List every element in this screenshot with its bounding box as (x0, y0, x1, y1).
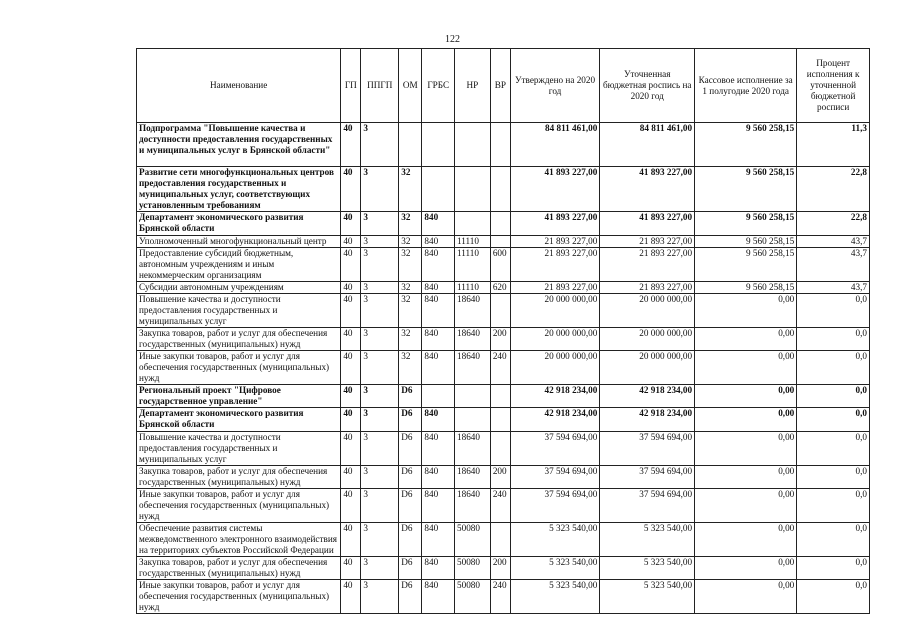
cell-percent: 43,7 (797, 248, 870, 282)
cell-name: Предоставление субсидий бюджетным, автономным учреждениям и иным некоммерческим организациям (137, 248, 341, 282)
cell-vr: 240 (490, 580, 510, 614)
cell-om: D6 (399, 523, 422, 557)
table-row (137, 123, 870, 167)
cell-vr: 620 (490, 282, 510, 294)
cell-cash: 0,00 (695, 557, 797, 580)
header-nr: НР (455, 49, 491, 123)
cell-approved: 20 000 000,00 (510, 294, 600, 328)
table-row (137, 282, 870, 294)
cell-approved: 21 893 227,00 (510, 248, 600, 282)
cell-adjusted: 37 594 694,00 (600, 489, 695, 523)
cell-percent: 43,7 (797, 282, 870, 294)
cell-approved: 42 918 234,00 (510, 408, 600, 432)
cell-gp: 40 (341, 351, 361, 385)
cell-nr: 18640 (455, 294, 491, 328)
cell-gp: 40 (341, 236, 361, 248)
cell-approved: 5 323 540,00 (510, 557, 600, 580)
table-header-row (137, 49, 870, 123)
cell-ppgp: 3 (361, 123, 399, 167)
table-row (137, 385, 870, 408)
cell-adjusted: 37 594 694,00 (600, 466, 695, 489)
cell-gp: 40 (341, 248, 361, 282)
cell-ppgp: 3 (361, 167, 399, 212)
cell-nr (455, 385, 491, 408)
table-row (137, 236, 870, 248)
cell-approved: 5 323 540,00 (510, 580, 600, 614)
cell-nr: 18640 (455, 432, 491, 466)
cell-grbs: 840 (422, 580, 455, 614)
cell-adjusted: 20 000 000,00 (600, 351, 695, 385)
header-approved: Утверждено на 2020 год (510, 49, 600, 123)
cell-gp: 40 (341, 489, 361, 523)
cell-percent: 0,0 (797, 408, 870, 432)
cell-adjusted: 20 000 000,00 (600, 294, 695, 328)
header-percent: Процент исполнения к уточненной бюджетной росписи (797, 49, 870, 123)
cell-nr (455, 408, 491, 432)
cell-ppgp: 3 (361, 466, 399, 489)
cell-approved: 21 893 227,00 (510, 236, 600, 248)
cell-cash: 0,00 (695, 408, 797, 432)
header-cash: Кассовое исполнение за 1 полугодие 2020 года (695, 49, 797, 123)
cell-nr: 18640 (455, 351, 491, 385)
cell-cash: 9 560 258,15 (695, 236, 797, 248)
cell-nr: 50080 (455, 523, 491, 557)
cell-vr: 240 (490, 489, 510, 523)
cell-approved: 42 918 234,00 (510, 385, 600, 408)
cell-ppgp: 3 (361, 212, 399, 236)
cell-om: 32 (399, 236, 422, 248)
cell-cash: 0,00 (695, 328, 797, 351)
cell-om: 32 (399, 167, 422, 212)
header-gp: ГП (341, 49, 361, 123)
cell-percent: 0,0 (797, 385, 870, 408)
header-grbs: ГРБС (422, 49, 455, 123)
cell-adjusted: 41 893 227,00 (600, 167, 695, 212)
cell-nr: 11110 (455, 248, 491, 282)
cell-vr: 200 (490, 557, 510, 580)
cell-grbs (422, 167, 455, 212)
cell-nr: 18640 (455, 466, 491, 489)
cell-percent: 22,8 (797, 167, 870, 212)
cell-gp: 40 (341, 557, 361, 580)
cell-cash: 0,00 (695, 294, 797, 328)
cell-vr (490, 385, 510, 408)
cell-name: Повышение качества и доступности предоставления государственных и муниципальных услуг (137, 294, 341, 328)
cell-nr: 11110 (455, 236, 491, 248)
cell-percent: 0,0 (797, 489, 870, 523)
cell-ppgp: 3 (361, 523, 399, 557)
cell-approved: 41 893 227,00 (510, 212, 600, 236)
cell-name: Иные закупки товаров, работ и услуг для обеспечения государственных (муниципальных) нужд (137, 351, 341, 385)
table-row (137, 557, 870, 580)
cell-ppgp: 3 (361, 489, 399, 523)
cell-name: Департамент экономического развития Брянской области (137, 408, 341, 432)
cell-cash: 9 560 258,15 (695, 248, 797, 282)
cell-name: Региональный проект "Цифровое государственное управление" (137, 385, 341, 408)
cell-om: D6 (399, 408, 422, 432)
cell-grbs: 840 (422, 351, 455, 385)
cell-ppgp: 3 (361, 580, 399, 614)
cell-grbs: 840 (422, 557, 455, 580)
cell-om: 32 (399, 328, 422, 351)
cell-vr (490, 523, 510, 557)
cell-adjusted: 21 893 227,00 (600, 282, 695, 294)
cell-cash: 0,00 (695, 580, 797, 614)
cell-percent: 0,0 (797, 294, 870, 328)
cell-vr (490, 236, 510, 248)
cell-adjusted: 5 323 540,00 (600, 523, 695, 557)
cell-om (399, 123, 422, 167)
cell-percent: 0,0 (797, 580, 870, 614)
cell-grbs (422, 123, 455, 167)
cell-vr: 200 (490, 328, 510, 351)
cell-vr: 240 (490, 351, 510, 385)
cell-vr (490, 123, 510, 167)
table-row (137, 351, 870, 385)
cell-grbs: 840 (422, 408, 455, 432)
cell-grbs: 840 (422, 328, 455, 351)
cell-percent: 0,0 (797, 523, 870, 557)
cell-name: Развитие сети многофункциональных центров предоставления государственных и муниципальных услуг, соответствующих установленным требованиям (137, 167, 341, 212)
cell-om: D6 (399, 385, 422, 408)
cell-vr (490, 432, 510, 466)
cell-gp: 40 (341, 580, 361, 614)
cell-ppgp: 3 (361, 282, 399, 294)
table-row (137, 466, 870, 489)
cell-adjusted: 5 323 540,00 (600, 557, 695, 580)
cell-cash: 0,00 (695, 523, 797, 557)
table-row (137, 408, 870, 432)
table-row (137, 523, 870, 557)
cell-percent: 0,0 (797, 557, 870, 580)
cell-ppgp: 3 (361, 236, 399, 248)
header-name: Наименование (137, 49, 341, 123)
budget-table (136, 48, 870, 614)
cell-percent: 43,7 (797, 236, 870, 248)
cell-adjusted: 42 918 234,00 (600, 408, 695, 432)
cell-grbs: 840 (422, 212, 455, 236)
cell-om: 32 (399, 351, 422, 385)
cell-percent: 22,8 (797, 212, 870, 236)
cell-name: Субсидии автономным учреждениям (137, 282, 341, 294)
cell-name: Подпрограмма "Повышение качества и доступности предоставления государственных и муниципальных услуг в Брянской области" (137, 123, 341, 167)
cell-vr (490, 212, 510, 236)
cell-gp: 40 (341, 466, 361, 489)
cell-cash: 0,00 (695, 385, 797, 408)
cell-vr (490, 408, 510, 432)
cell-ppgp: 3 (361, 248, 399, 282)
cell-cash: 0,00 (695, 351, 797, 385)
cell-gp: 40 (341, 408, 361, 432)
cell-name: Иные закупки товаров, работ и услуг для обеспечения государственных (муниципальных) нужд (137, 489, 341, 523)
cell-adjusted: 41 893 227,00 (600, 212, 695, 236)
cell-approved: 21 893 227,00 (510, 282, 600, 294)
cell-name: Департамент экономического развития Брянской области (137, 212, 341, 236)
cell-adjusted: 5 323 540,00 (600, 580, 695, 614)
cell-approved: 37 594 694,00 (510, 489, 600, 523)
header-ppgp: ППГП (361, 49, 399, 123)
cell-approved: 20 000 000,00 (510, 351, 600, 385)
cell-cash: 0,00 (695, 432, 797, 466)
cell-adjusted: 37 594 694,00 (600, 432, 695, 466)
cell-name: Повышение качества и доступности предоставления государственных и муниципальных услуг (137, 432, 341, 466)
cell-approved: 84 811 461,00 (510, 123, 600, 167)
table-row (137, 294, 870, 328)
cell-nr: 18640 (455, 328, 491, 351)
cell-name: Уполномоченный многофункциональный центр (137, 236, 341, 248)
cell-gp: 40 (341, 385, 361, 408)
cell-gp: 40 (341, 167, 361, 212)
cell-adjusted: 21 893 227,00 (600, 236, 695, 248)
cell-name: Закупка товаров, работ и услуг для обеспечения государственных (муниципальных) нужд (137, 328, 341, 351)
cell-adjusted: 42 918 234,00 (600, 385, 695, 408)
cell-grbs: 840 (422, 432, 455, 466)
cell-percent: 0,0 (797, 466, 870, 489)
cell-gp: 40 (341, 294, 361, 328)
cell-percent: 0,0 (797, 432, 870, 466)
cell-ppgp: 3 (361, 557, 399, 580)
cell-ppgp: 3 (361, 385, 399, 408)
cell-nr: 18640 (455, 489, 491, 523)
cell-approved: 5 323 540,00 (510, 523, 600, 557)
table-row (137, 580, 870, 614)
cell-adjusted: 20 000 000,00 (600, 328, 695, 351)
cell-percent: 0,0 (797, 328, 870, 351)
cell-vr (490, 294, 510, 328)
cell-approved: 41 893 227,00 (510, 167, 600, 212)
table-row (137, 489, 870, 523)
cell-gp: 40 (341, 328, 361, 351)
cell-cash: 9 560 258,15 (695, 123, 797, 167)
page-number: 122 (445, 34, 460, 45)
cell-percent: 0,0 (797, 351, 870, 385)
cell-approved: 37 594 694,00 (510, 432, 600, 466)
cell-name: Закупка товаров, работ и услуг для обеспечения государственных (муниципальных) нужд (137, 557, 341, 580)
cell-ppgp: 3 (361, 328, 399, 351)
cell-cash: 9 560 258,15 (695, 212, 797, 236)
table-row (137, 212, 870, 236)
cell-vr: 200 (490, 466, 510, 489)
cell-grbs: 840 (422, 248, 455, 282)
cell-om: 32 (399, 248, 422, 282)
cell-om: D6 (399, 466, 422, 489)
header-om: ОМ (399, 49, 422, 123)
cell-gp: 40 (341, 212, 361, 236)
cell-adjusted: 21 893 227,00 (600, 248, 695, 282)
cell-grbs: 840 (422, 236, 455, 248)
cell-om: D6 (399, 580, 422, 614)
cell-om: 32 (399, 294, 422, 328)
cell-grbs: 840 (422, 294, 455, 328)
cell-gp: 40 (341, 123, 361, 167)
cell-gp: 40 (341, 282, 361, 294)
cell-approved: 20 000 000,00 (510, 328, 600, 351)
cell-vr: 600 (490, 248, 510, 282)
cell-nr (455, 212, 491, 236)
cell-grbs: 840 (422, 523, 455, 557)
header-vr: ВР (490, 49, 510, 123)
cell-om: 32 (399, 212, 422, 236)
cell-nr: 50080 (455, 580, 491, 614)
cell-adjusted: 84 811 461,00 (600, 123, 695, 167)
table-row (137, 328, 870, 351)
cell-om: D6 (399, 489, 422, 523)
cell-nr (455, 167, 491, 212)
cell-grbs: 840 (422, 282, 455, 294)
cell-nr: 50080 (455, 557, 491, 580)
cell-grbs (422, 385, 455, 408)
cell-gp: 40 (341, 432, 361, 466)
cell-vr (490, 167, 510, 212)
table-row (137, 432, 870, 466)
cell-cash: 9 560 258,15 (695, 167, 797, 212)
header-adjusted: Уточненная бюджетная роспись на 2020 год (600, 49, 695, 123)
cell-gp: 40 (341, 523, 361, 557)
cell-cash: 0,00 (695, 466, 797, 489)
cell-percent: 11,3 (797, 123, 870, 167)
table-row (137, 167, 870, 212)
cell-grbs: 840 (422, 489, 455, 523)
cell-ppgp: 3 (361, 432, 399, 466)
cell-ppgp: 3 (361, 408, 399, 432)
cell-approved: 37 594 694,00 (510, 466, 600, 489)
cell-ppgp: 3 (361, 294, 399, 328)
cell-name: Закупка товаров, работ и услуг для обеспечения государственных (муниципальных) нужд (137, 466, 341, 489)
cell-name: Обеспечение развития системы межведомственного электронного взаимодействия на территориях субъектов Российской Федерации (137, 523, 341, 557)
cell-name: Иные закупки товаров, работ и услуг для обеспечения государственных (муниципальных) нужд (137, 580, 341, 614)
cell-nr: 11110 (455, 282, 491, 294)
cell-nr (455, 123, 491, 167)
table-row (137, 248, 870, 282)
cell-om: D6 (399, 557, 422, 580)
cell-ppgp: 3 (361, 351, 399, 385)
cell-cash: 0,00 (695, 489, 797, 523)
cell-om: 32 (399, 282, 422, 294)
cell-om: D6 (399, 432, 422, 466)
cell-grbs: 840 (422, 466, 455, 489)
cell-cash: 9 560 258,15 (695, 282, 797, 294)
